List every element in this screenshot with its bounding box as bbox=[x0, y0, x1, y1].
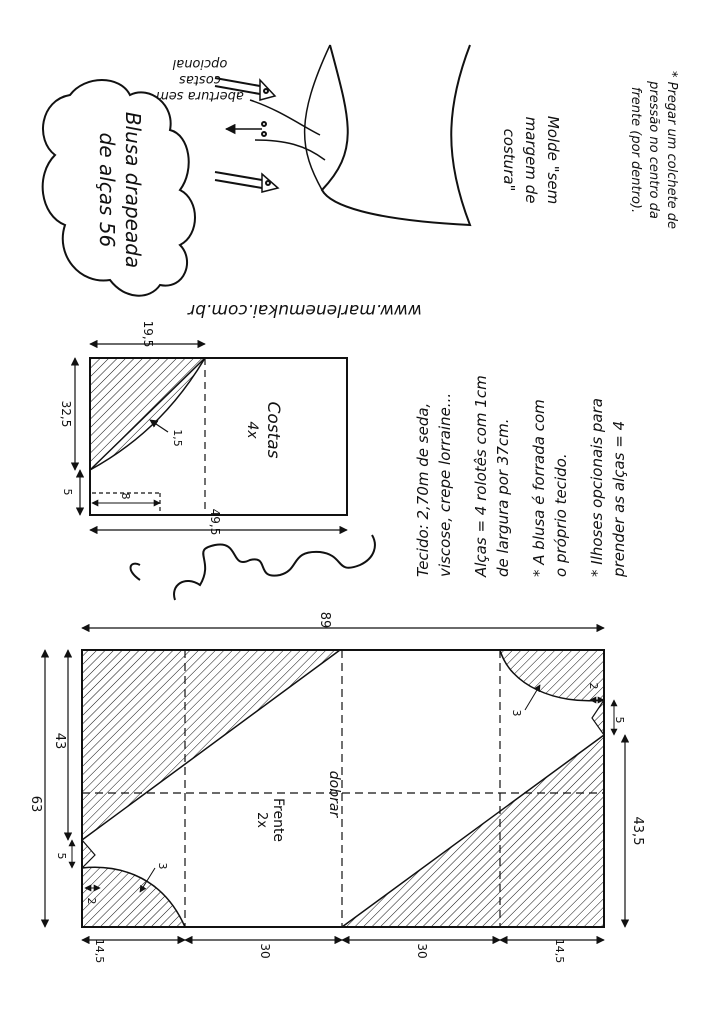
sketch-drape-2 bbox=[255, 140, 325, 160]
frente-dim-30-left: 30 bbox=[258, 943, 272, 959]
materials-line-2: viscose, crepe lorraine... bbox=[436, 392, 454, 577]
costas-dim-5: 5 bbox=[61, 488, 74, 496]
frente-neck-notch-left bbox=[82, 840, 95, 868]
frente-upper-left-shading bbox=[82, 650, 340, 843]
frente-dim-43: 43 bbox=[52, 732, 67, 750]
sketch-strap-2a bbox=[215, 172, 262, 180]
costas-count: 4x bbox=[244, 421, 260, 439]
frente-label: Frente bbox=[270, 797, 286, 843]
frente-dim-5-right: 5 bbox=[613, 716, 626, 724]
sketch-eyelet-3 bbox=[262, 122, 266, 126]
frente-dim-total: 89 bbox=[317, 611, 332, 629]
frente-dim-63: 63 bbox=[28, 795, 43, 813]
frente-dim-2-left: 2 bbox=[85, 897, 98, 905]
frente-dim-3-right: 3 bbox=[510, 709, 523, 717]
materials-line-8: prender as alças = 4 bbox=[610, 420, 628, 577]
frente-dim-14-5-right: 14,5 bbox=[553, 938, 566, 964]
title-line-2: de alças 56 bbox=[95, 132, 119, 248]
frente-count: 2x bbox=[254, 812, 269, 828]
materials-line-6: o próprio tecido. bbox=[552, 453, 570, 577]
sketch-eyelet-2 bbox=[266, 181, 270, 185]
website-url: www.marlenemukai.com.br bbox=[188, 300, 422, 320]
snap-note-line-2: pressão no centro da bbox=[646, 81, 661, 219]
frente-armhole-right bbox=[500, 650, 604, 701]
sketch-eyelet-4 bbox=[262, 132, 266, 136]
materials-line-4: de largura por 37cm. bbox=[494, 418, 512, 577]
frente-lower-right-shading bbox=[342, 735, 604, 927]
costas-dim-curve-arrow bbox=[150, 420, 168, 432]
frente-dim-43-5: 43,5 bbox=[630, 816, 645, 846]
frente-dim-3-right-arrow bbox=[525, 685, 540, 710]
sketch-callout-line-2: costas bbox=[179, 72, 221, 87]
frente-dim-14-5-left: 14,5 bbox=[93, 938, 106, 964]
materials-line-5: * A blusa é forrada com bbox=[530, 399, 548, 577]
frente-dim-5-left: 5 bbox=[55, 852, 68, 860]
snap-note-line-3: frente (por dentro). bbox=[628, 86, 643, 214]
frente-piece bbox=[28, 612, 645, 964]
sketch-callout-line-1: abertura sem bbox=[156, 88, 244, 103]
frente-dim-30-right: 30 bbox=[415, 943, 429, 959]
frente-dim-3-left: 3 bbox=[156, 862, 169, 870]
frente-fold-label: dobrar bbox=[326, 770, 342, 818]
title-line-1: Blusa drapeada bbox=[121, 111, 145, 269]
materials-line-7: * Ilhoses opcionais para bbox=[588, 398, 606, 577]
frente-dim-2-right: 2 bbox=[587, 682, 600, 690]
costas-dim-curve: 1,5 bbox=[171, 429, 184, 447]
no-seam-line-1: Molde "sem bbox=[544, 115, 562, 205]
sketch-body bbox=[322, 45, 470, 225]
materials-line-1: Tecido: 2,70m de seda, bbox=[414, 402, 432, 577]
costas-dim-top: 19,5 bbox=[141, 320, 155, 348]
snap-note-line-1: * Pregar um colchete de bbox=[664, 70, 679, 230]
garment-sketch bbox=[215, 45, 470, 225]
costas-dim-height: 32,5 bbox=[59, 400, 73, 428]
materials-line-3: Alças = 4 rolotês com 1cm bbox=[472, 375, 490, 577]
frente-neck-notch-right bbox=[592, 700, 604, 735]
sketch-eyelet-1 bbox=[264, 89, 268, 93]
costas-dim-width: 49,5 bbox=[208, 508, 222, 536]
sketch-neckline bbox=[305, 45, 330, 190]
sketch-strap-2b bbox=[215, 180, 262, 188]
sketch-callout-line-3: opcional bbox=[172, 56, 228, 71]
costas-piece bbox=[59, 321, 347, 536]
costas-dim-8: 8 bbox=[119, 492, 132, 500]
signature bbox=[131, 535, 375, 600]
costas-label: Costas bbox=[263, 401, 283, 459]
title-cloud bbox=[43, 80, 195, 296]
no-seam-line-3: costura" bbox=[500, 128, 518, 192]
no-seam-line-2: margem de bbox=[522, 116, 540, 204]
